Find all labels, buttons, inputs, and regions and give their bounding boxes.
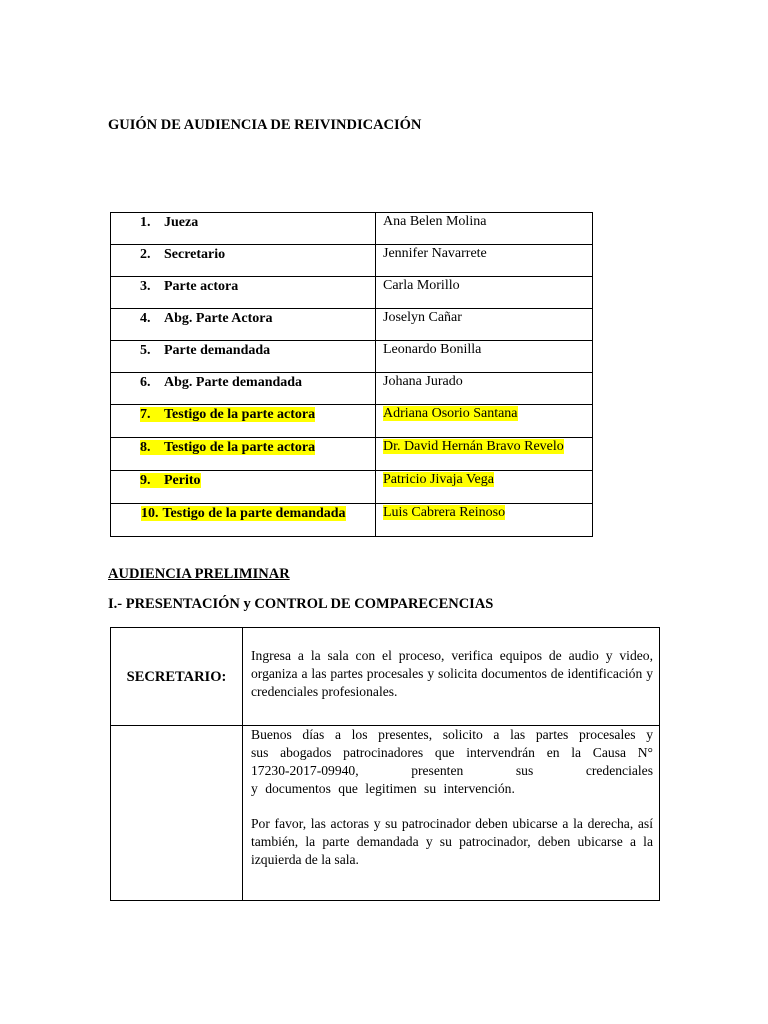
subsection-heading: I.- PRESENTACIÓN y CONTROL DE COMPARECENCIAS bbox=[108, 596, 494, 612]
party-role: Secretario bbox=[164, 247, 226, 262]
party-role-cell bbox=[111, 405, 376, 438]
stage-direction: Ingresa a la sala con el proceso, verifica equipos de audio y video, organiza a las partes procesales y solicita documentos de identificación y credenciales profesionales. bbox=[251, 648, 653, 699]
party-role-cell bbox=[111, 341, 376, 373]
party-role: Testigo de la parte actora bbox=[164, 407, 316, 422]
party-number: 6. bbox=[140, 375, 151, 390]
speaker-cell bbox=[111, 726, 243, 901]
party-number: 1. bbox=[140, 215, 151, 230]
party-role: Abg. Parte demandada bbox=[164, 375, 303, 390]
party-name-cell bbox=[376, 504, 593, 537]
party-name-cell bbox=[376, 213, 593, 245]
party-number: 10. bbox=[141, 506, 159, 521]
party-row bbox=[111, 438, 593, 471]
party-role: Parte actora bbox=[164, 279, 239, 294]
party-name: Johana Jurado bbox=[383, 374, 463, 389]
party-role-cell bbox=[111, 213, 376, 245]
party-role: Testigo de la parte demandada bbox=[162, 506, 346, 521]
party-role-cell bbox=[111, 471, 376, 504]
party-role: Abg. Parte Actora bbox=[164, 311, 273, 326]
party-name-cell bbox=[376, 341, 593, 373]
parties-table bbox=[110, 212, 593, 537]
party-number: 3. bbox=[140, 279, 151, 294]
party-number: 2. bbox=[140, 247, 151, 262]
script-row bbox=[111, 628, 660, 726]
section-heading: AUDIENCIA PRELIMINAR bbox=[108, 566, 290, 582]
party-name-cell bbox=[376, 405, 593, 438]
party-name: Jennifer Navarrete bbox=[383, 246, 487, 261]
script-row bbox=[111, 726, 660, 901]
party-role-cell bbox=[111, 438, 376, 471]
dialogue-line: Buenos días a los presentes, solicito a las partes procesales y bbox=[251, 727, 653, 742]
party-row bbox=[111, 277, 593, 309]
party-role: Parte demandada bbox=[164, 343, 271, 358]
dialogue-paragraph: Por favor, las actoras y su patrocinador deben ubicarse a la derecha, así también, la parte demandada y su patrocinador, deben ubicarse a la izquierda de la sala. bbox=[251, 816, 653, 867]
party-row bbox=[111, 245, 593, 277]
party-name: Joselyn Cañar bbox=[383, 310, 462, 325]
party-row bbox=[111, 341, 593, 373]
party-name-cell bbox=[376, 309, 593, 341]
party-row bbox=[111, 213, 593, 245]
party-role: Jueza bbox=[164, 215, 199, 230]
party-name: Leonardo Bonilla bbox=[383, 342, 482, 357]
party-name-cell bbox=[376, 373, 593, 405]
party-name: Adriana Osorio Santana bbox=[383, 406, 518, 421]
dialogue-cell bbox=[243, 726, 660, 901]
party-name: Patricio Jivaja Vega bbox=[383, 472, 494, 487]
party-role: Perito bbox=[164, 473, 201, 488]
party-row bbox=[111, 373, 593, 405]
speaker-label: SECRETARIO: bbox=[126, 669, 227, 685]
script-table bbox=[110, 627, 660, 901]
party-role-cell bbox=[111, 504, 376, 537]
party-number: 8. bbox=[140, 440, 151, 455]
party-role: Testigo de la parte actora bbox=[164, 440, 316, 455]
party-name: Dr. David Hernán Bravo Revelo bbox=[383, 439, 564, 454]
dialogue-cell bbox=[243, 628, 660, 726]
party-role-cell bbox=[111, 277, 376, 309]
party-row bbox=[111, 405, 593, 438]
party-role-cell bbox=[111, 309, 376, 341]
dialogue-line: y documentos que legitimen su intervención. bbox=[251, 781, 515, 796]
party-name: Carla Morillo bbox=[383, 278, 460, 293]
party-name-cell bbox=[376, 438, 593, 471]
dialogue-line: 17230-2017-09940, presenten sus credenciales bbox=[251, 763, 653, 778]
party-name: Ana Belen Molina bbox=[383, 214, 487, 229]
party-row bbox=[111, 309, 593, 341]
party-name-cell bbox=[376, 471, 593, 504]
party-role-cell bbox=[111, 245, 376, 277]
party-name-cell bbox=[376, 277, 593, 309]
party-name: Luis Cabrera Reinoso bbox=[383, 505, 506, 520]
dialogue-text bbox=[243, 726, 659, 869]
dialogue-paragraph bbox=[251, 726, 653, 798]
party-role-cell bbox=[111, 373, 376, 405]
dialogue-text bbox=[243, 628, 659, 701]
party-number: 4. bbox=[140, 311, 151, 326]
dialogue-line: sus abogados patrocinadores que intervendrán en la Causa N° bbox=[251, 745, 653, 760]
speaker-cell bbox=[111, 628, 243, 726]
party-number: 7. bbox=[140, 407, 151, 422]
party-number: 9. bbox=[140, 473, 151, 488]
party-name-cell bbox=[376, 245, 593, 277]
party-row bbox=[111, 471, 593, 504]
party-number: 5. bbox=[140, 343, 151, 358]
document-title: GUIÓN DE AUDIENCIA DE REIVINDICACIÓN bbox=[108, 117, 422, 133]
party-row bbox=[111, 504, 593, 537]
